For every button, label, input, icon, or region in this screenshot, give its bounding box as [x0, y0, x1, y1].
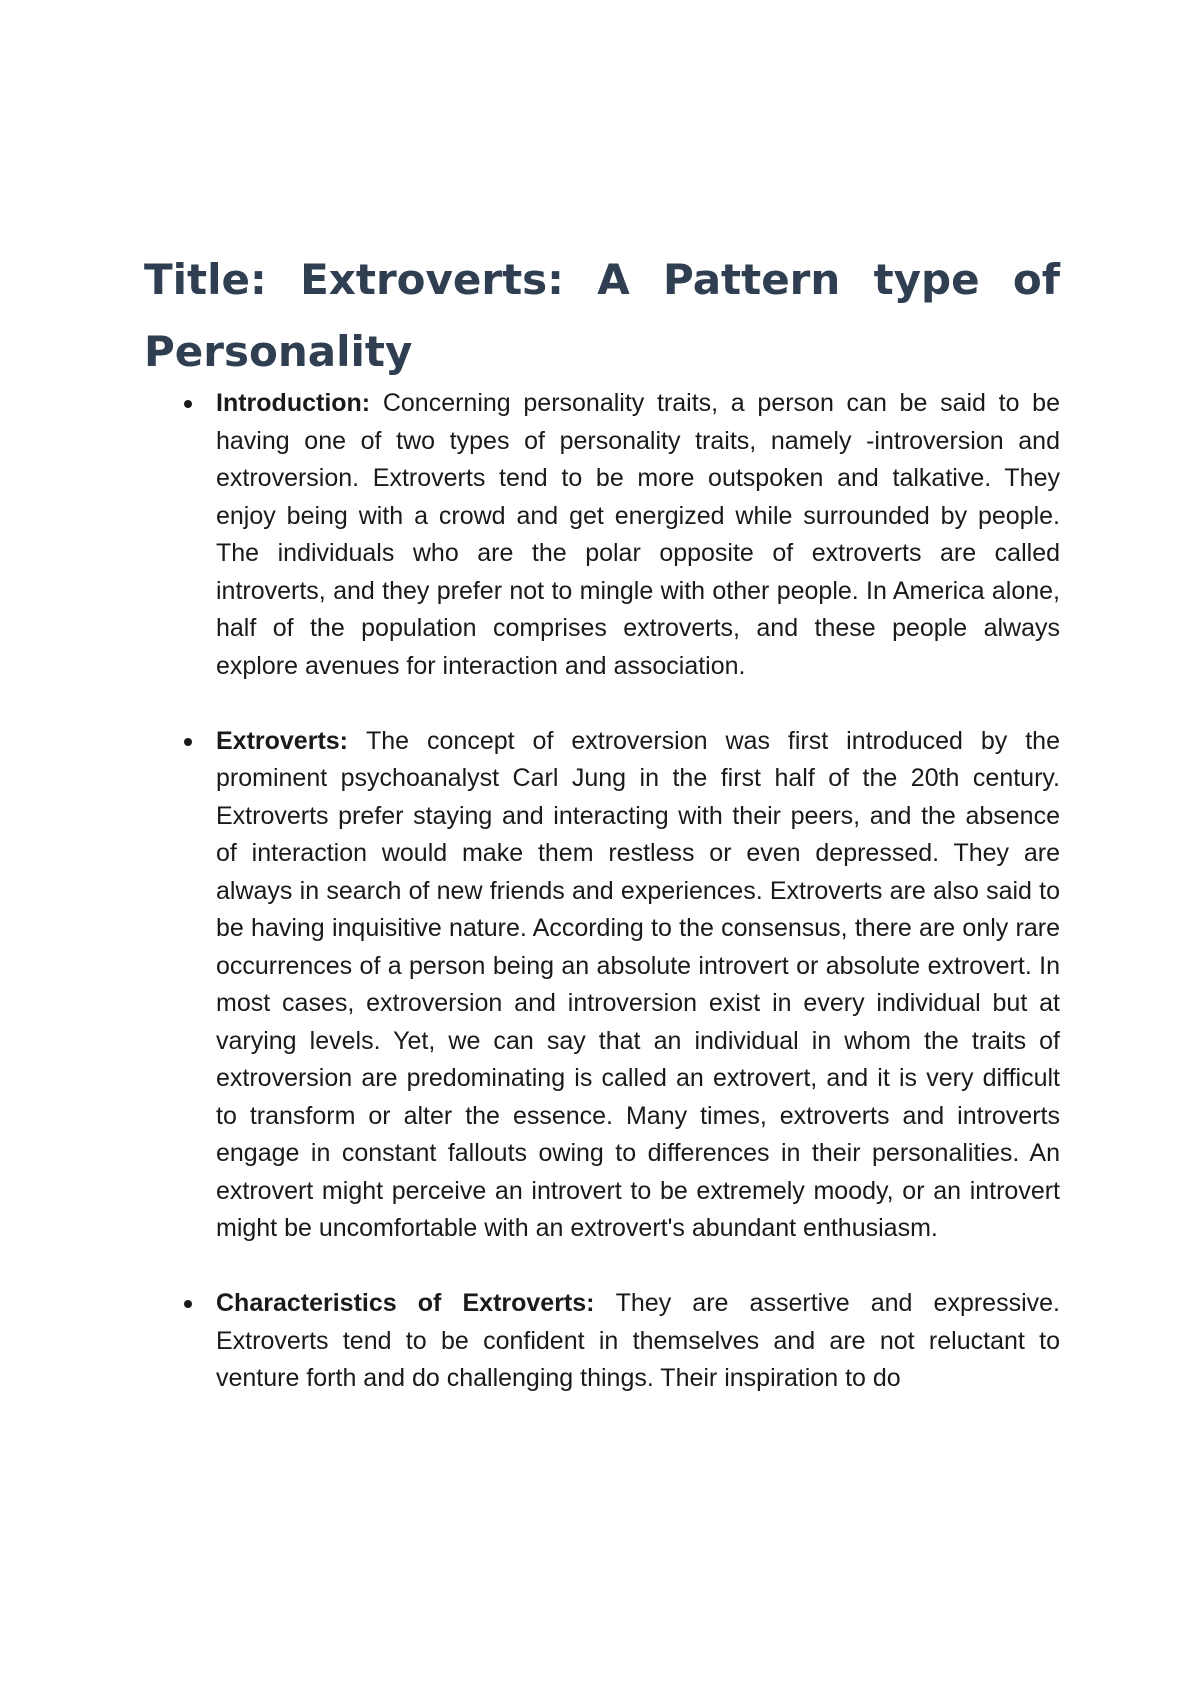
bullet-icon [184, 738, 192, 746]
section-label: Characteristics of Extroverts: [216, 1289, 616, 1317]
section-label: Introduction: [216, 389, 383, 417]
section-introduction [144, 385, 1060, 685]
section-label: Extroverts: [216, 726, 366, 755]
bullet-icon [184, 1300, 192, 1308]
section-characteristics [144, 1285, 1060, 1398]
section-extroverts [144, 723, 1060, 1248]
section-list [144, 385, 1060, 1435]
bullet-icon [184, 400, 192, 408]
document-title: Title: Extroverts: A Pattern type of Personality [144, 255, 1060, 376]
section-text: The concept of extroversion was first introduced by the prominent psychoanalyst Carl Jung in the first half of the 20th century. Extroverts prefer staying and interacting with their peers, and the absence of interaction would make them restless or even depressed. They are always in search of new friends and experiences. Extroverts are also said to be having inquisitive nature. According to the consensus, there are only rare occurrences of a person being an absolute introvert or absolute extrovert. In most cases, extroversion and introversion exist in every individual but at varying levels. Yet, we can say that an individual in whom the traits of extroversion are predominating is called an extrovert, and it is very difficult to transform or alter the essence. Many times, extroverts and introverts engage in constant fallouts owing to differences in their personalities. An extrovert might perceive an introvert to be extremely moody, or an introvert might be uncomfortable with an extrovert's abundant enthusiasm. [216, 726, 1060, 1242]
section-text: Concerning personality traits, a person can be said to be having one of two types of personality traits, namely -introversion and extroversion. Extroverts tend to be more outspoken and talkative. They enjoy being with a crowd and get energized while surrounded by people. The individuals who are the polar opposite of extroverts are called introverts, and they prefer not to mingle with other people. In America alone, half of the population comprises extroverts, and these people always explore avenues for interaction and association. [216, 389, 1060, 680]
section-text: They are assertive and expressive. Extroverts tend to be confident in themselves and are not reluctant to venture forth and do challenging things. Their inspiration to do [216, 1289, 1060, 1392]
